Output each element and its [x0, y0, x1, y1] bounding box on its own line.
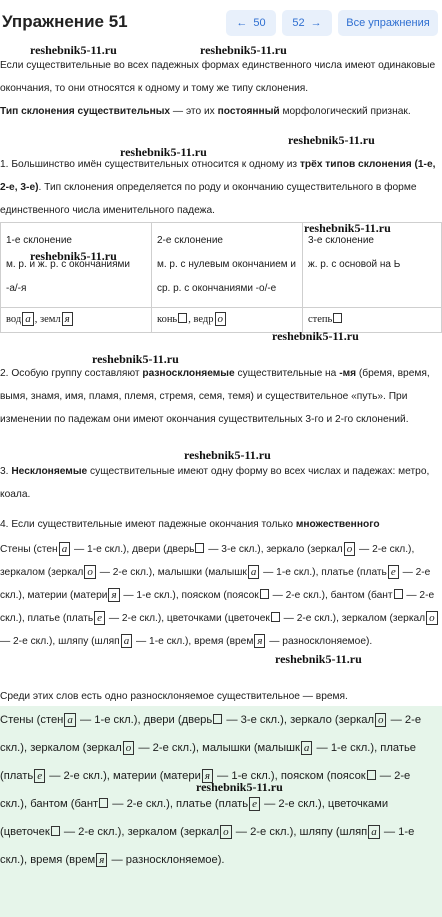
watermark: reshebnik5-11.ru [92, 352, 179, 366]
watermark: reshebnik5-11.ru [200, 43, 287, 57]
ending-box: е [34, 769, 45, 783]
text: — разносклоняемое). [266, 636, 373, 647]
example-cell [1, 308, 152, 333]
watermark: reshebnik5-11.ru [288, 133, 375, 147]
watermark: reshebnik5-11.ru [304, 221, 391, 235]
zero-ending-box [178, 313, 187, 323]
text: 4. Если существительные имеют падежные окончания только [0, 519, 296, 530]
ending-box: о [220, 825, 232, 839]
example-word: степь [308, 314, 333, 325]
declension-table [0, 222, 442, 333]
text: Стены (стен [0, 544, 58, 555]
text: — 1-е скл.), пояском (поясок [213, 770, 366, 782]
bold-term: Несклоняемые [11, 466, 88, 477]
ending-box: я [202, 769, 213, 783]
zero-ending-box [260, 589, 269, 599]
arrow-left-icon: ← [236, 17, 248, 29]
cell-description: ж. р. с основой на Ь [308, 259, 401, 270]
ending-box: о [344, 542, 356, 556]
example-word: , ведр [188, 314, 214, 325]
text: морфологический признак. [279, 106, 411, 117]
text: — 1-е скл.), платье (плать [0, 742, 417, 782]
ending-box: я [254, 634, 265, 648]
text: — 2-е скл.), зеркалом (зеркал [60, 826, 220, 838]
bold-term: множественного [295, 519, 380, 530]
text: — 1-е скл.), время (врем [133, 636, 254, 647]
rule-4 [0, 513, 440, 536]
text: — 1-е скл.), двери (дверь [71, 544, 195, 555]
intro-paragraph: Если существительные во всех падежных формах единственного числа имеют одинаковые окончания, то они относятся к одному и тому же типу склонения. [0, 60, 436, 94]
ending-box: я [96, 853, 107, 867]
ending-box: а [64, 713, 76, 727]
text: 3. [0, 466, 12, 477]
ending-box: а [368, 825, 380, 839]
prev-exercise-button[interactable] [226, 10, 276, 36]
text: существительные имеют одну форму во всех числах и падежах: метро, коала. [0, 466, 430, 500]
bold-term: Тип склонения существительных [0, 106, 171, 117]
zero-ending-box [394, 589, 403, 599]
ending-box: о [215, 312, 227, 326]
text: — 1-е скл.), платье (плать [260, 567, 387, 578]
text: — 2-е скл.), шляпу (шляп [232, 826, 368, 838]
ending-box: о [84, 565, 96, 579]
zero-ending-box [213, 714, 222, 724]
rule-3 [0, 460, 440, 506]
watermark: reshebnik5-11.ru [196, 780, 283, 794]
text: — это их [170, 106, 218, 117]
page-title: Упражнение 51 [2, 12, 128, 31]
next-exercise-button[interactable] [282, 10, 332, 36]
text: — 1-е скл.), время (врем [0, 826, 415, 866]
bold-term: разносклоняемые [142, 368, 235, 379]
text: — 1-е скл.), двери (дверь [76, 714, 213, 726]
text: (бремя, время, вымя, знамя, имя, пламя, племя, стремя, семя, темя) и существительное «путь». При изменении по падежам они имеют окончания существительных 3-го и 2-го склонений. [0, 368, 430, 425]
next-exercise-label: 52 [292, 17, 305, 29]
ending-box: а [59, 542, 71, 556]
text: — 2-е скл.), материи (матери [46, 770, 201, 782]
text: существительные на [234, 368, 340, 379]
task-answer [0, 538, 440, 653]
zero-ending-box [195, 543, 204, 553]
text: — 2-е скл.), шляпу (шляп [0, 636, 120, 647]
text: — 2-е скл.), цветочками (цветочек [0, 798, 389, 838]
text: — 3-е скл.), зеркало (зеркал [205, 544, 343, 555]
text: 2. Особую группу составляют [0, 368, 143, 379]
example-word: вод [6, 314, 22, 325]
watermark: reshebnik5-11.ru [30, 43, 117, 57]
watermark: reshebnik5-11.ru [184, 448, 271, 462]
prev-exercise-label: 50 [253, 17, 266, 29]
column-header: 1-е склонение [6, 235, 72, 246]
text: — 2-е скл.), бантом (бант [0, 770, 411, 810]
zero-ending-box [333, 313, 342, 323]
example-word: конь [157, 314, 178, 325]
text: — 3-е скл.), зеркало (зеркал [223, 714, 374, 726]
text: — 2-е скл.), платье (плать [109, 798, 249, 810]
bold-term: трёх типов склонения (1-е, 2-е, 3-е) [0, 159, 436, 193]
all-exercises-button[interactable] [338, 10, 438, 36]
text: Стены (стен [0, 714, 64, 726]
column-header: 2-е склонение [157, 235, 223, 246]
all-exercises-label: Все упражнения [346, 17, 430, 29]
watermark: reshebnik5-11.ru [275, 652, 362, 666]
ending-box: о [123, 741, 135, 755]
example-word: , земл [34, 314, 61, 325]
zero-ending-box [51, 826, 60, 836]
ending-box: е [249, 797, 260, 811]
ending-box: я [62, 312, 73, 326]
rule-1 [0, 153, 440, 222]
ending-box: а [22, 312, 34, 326]
column-header: 3-е склонение [308, 235, 374, 246]
text: . Тип склонения определяется по роду и окончанию существительного в форме единственного числа именительного падежа. [0, 182, 417, 216]
cell-description: м. р. и ж. р. с окончаниями -а/-я [6, 259, 130, 294]
table-cell [1, 223, 152, 308]
ending-box: а [121, 634, 133, 648]
watermark: reshebnik5-11.ru [120, 145, 207, 159]
text: — 2-е скл.), платье (плать [0, 590, 435, 624]
text: — 2-е скл.), зеркалом (зеркал [280, 613, 426, 624]
ending-box: е [94, 611, 105, 625]
text: 1. Большинство имён существительных относится к одному из [0, 159, 300, 170]
arrow-right-icon: → [310, 17, 322, 29]
text: — 2-е скл.), зеркалом (зеркал [0, 544, 415, 578]
zero-ending-box [99, 798, 108, 808]
ending-box: о [375, 713, 387, 727]
conclusion: Среди этих слов есть одно разносклоняемое существительное — время. [0, 691, 348, 702]
text: — 1-е скл.), пояском (поясок [120, 590, 259, 601]
watermark: reshebnik5-11.ru [30, 249, 117, 263]
table-row [1, 308, 442, 333]
bold-term: постоянный [217, 106, 280, 117]
text: — 2-е скл.), бантом (бант [269, 590, 393, 601]
rule-2 [0, 362, 440, 431]
table-cell [152, 223, 303, 308]
declension-definition [0, 100, 440, 123]
exercise-header [0, 0, 442, 44]
ending-box: а [248, 565, 260, 579]
ending-box: о [426, 611, 438, 625]
text: — разносклоняемое). [108, 854, 225, 866]
text: — 2-е скл.), малышки (малышк [96, 567, 247, 578]
ending-box: а [301, 741, 313, 755]
ending-box: е [388, 565, 399, 579]
zero-ending-box [271, 612, 280, 622]
text: — 2-е скл.), материи (матери [0, 567, 431, 601]
ending-box: я [108, 588, 119, 602]
zero-ending-box [367, 770, 376, 780]
text: — 2-е скл.), цветочками (цветочек [106, 613, 270, 624]
text: — 2-е скл.), зеркалом (зеркал [0, 714, 422, 754]
cell-description: м. р. с нулевым окончанием и ср. р. с окончаниями -о/-е [157, 259, 296, 294]
text: — 2-е скл.), малышки (малышк [135, 742, 300, 754]
watermark: reshebnik5-11.ru [272, 329, 359, 343]
bold-term: -мя [339, 368, 357, 379]
